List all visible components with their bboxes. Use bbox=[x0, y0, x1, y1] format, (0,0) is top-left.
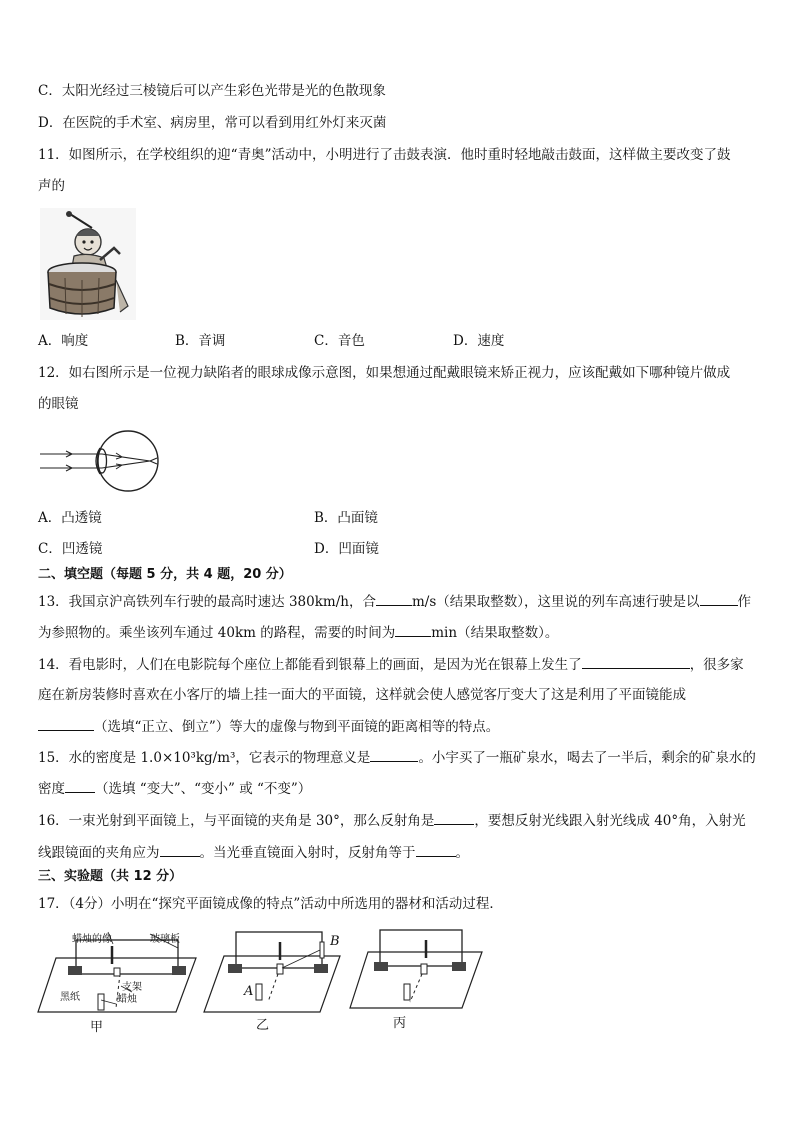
caption-yi: 乙 bbox=[256, 1018, 270, 1033]
drummer-figure bbox=[40, 208, 136, 320]
q13-text-1: 13．我国京沪高铁列车行驶的最高时速达 380km/h，合 bbox=[38, 594, 376, 610]
q17-stem: 17．（4分）小明在“探究平面镜成像的特点”活动中所选用的器材和活动过程． bbox=[38, 896, 503, 912]
q12-stem-line2: 的眼镜 bbox=[38, 396, 79, 412]
q11-option-a: A．响度 bbox=[38, 333, 89, 349]
q15-text-2: 。小宇买了一瓶矿泉水，喝去了一半后，剩余的矿泉水的 bbox=[418, 750, 756, 766]
q13-blank-3[interactable] bbox=[395, 622, 431, 637]
caption-jia: 甲 bbox=[90, 1020, 104, 1035]
q15-blank-2[interactable] bbox=[65, 778, 95, 793]
q13-line2 bbox=[38, 622, 558, 643]
q16-text-3: 线跟镜面的夹角应为 bbox=[38, 845, 160, 861]
q16-line2 bbox=[38, 842, 469, 863]
label-black-paper: 黑纸 bbox=[60, 992, 80, 1003]
q14-text-1: 14．看电影时，人们在电影院每个座位上都能看到银幕上的画面，是因为光在银幕上发生了 bbox=[38, 657, 582, 673]
q14-blank-1[interactable] bbox=[582, 654, 690, 669]
label-b: B bbox=[330, 934, 340, 949]
q15-line2 bbox=[38, 778, 311, 799]
label-a: A bbox=[244, 984, 254, 999]
q13-text-4: 为参照物的。乘坐该列车通过 40km 的路程，需要的时间为 bbox=[38, 625, 396, 641]
label-glass-plate: 玻璃板 bbox=[150, 934, 180, 945]
eye-diagram bbox=[38, 428, 162, 494]
caption-bing: 丙 bbox=[393, 1016, 407, 1031]
q12-option-c: C．凹透镜 bbox=[38, 541, 103, 557]
q13-text-3: 作 bbox=[737, 594, 751, 610]
q14-line2: 庭在新房装修时喜欢在小客厅的墙上挂一面大的平面镜，这样就会使人感觉客厅变大了这是利用了平面镜能成 bbox=[38, 687, 686, 703]
section-2-heading: 二、填空题（每题 5 分，共 4 题，20 分） bbox=[38, 567, 292, 582]
q16-text-4: 。当光垂直镜面入射时，反射角等于 bbox=[199, 845, 416, 861]
q16-blank-3[interactable] bbox=[416, 842, 456, 857]
figure-yi bbox=[202, 928, 342, 1020]
q12-option-b: B．凸面镜 bbox=[314, 510, 378, 526]
q11-option-d: D．速度 bbox=[453, 333, 505, 349]
q15-text-4: （选填 “变大”、“变小” 或 “不变”） bbox=[95, 781, 312, 797]
q15-text-3: 密度 bbox=[38, 781, 65, 797]
q15-text-1: 15．水的密度是 1.0×10³kg/m³，它表示的物理意义是 bbox=[38, 750, 371, 766]
q13-blank-1[interactable] bbox=[376, 591, 412, 606]
q14-blank-2[interactable] bbox=[38, 716, 94, 731]
q16-line1 bbox=[38, 810, 746, 831]
q16-text-5: 。 bbox=[455, 845, 469, 861]
q13-line1 bbox=[38, 591, 751, 612]
q16-blank-2[interactable] bbox=[160, 842, 200, 857]
q11-option-b: B．音调 bbox=[175, 333, 226, 349]
q11-stem-line2: 声的 bbox=[38, 178, 65, 194]
label-stand: 支架 bbox=[122, 982, 142, 993]
q10-option-d: D．在医院的手术室、病房里，常可以看到用红外灯来灭菌 bbox=[38, 115, 387, 131]
q14-line3 bbox=[38, 716, 499, 737]
q11-stem-line1: 11．如图所示，在学校组织的迎“青奥”活动中，小明进行了击鼓表演．他时重时轻地敲击鼓面，这样做主要改变了鼓 bbox=[38, 147, 731, 163]
q13-text-2: m/s（结果取整数），这里说的列车高速行驶是以 bbox=[411, 594, 700, 610]
section-3-heading: 三、实验题（共 12 分） bbox=[38, 869, 183, 884]
q13-text-5: min（结果取整数）。 bbox=[431, 625, 559, 641]
q15-blank-1[interactable] bbox=[370, 747, 418, 762]
q16-text-2: ，要想反射光线跟入射光线成 40°角，入射光 bbox=[474, 813, 746, 829]
label-candle-image: 蜡烛的像 bbox=[72, 934, 112, 945]
q10-option-c: C．太阳光经过三棱镜后可以产生彩色光带是光的色散现象 bbox=[38, 83, 386, 99]
q12-option-d: D．凹面镜 bbox=[314, 541, 379, 557]
q11-option-c: C．音色 bbox=[314, 333, 365, 349]
q13-blank-2[interactable] bbox=[700, 591, 738, 606]
q12-stem-line1: 12．如右图所示是一位视力缺陷者的眼球成像示意图，如果想通过配戴眼镜来矫正视力，应该配戴如下哪种镜片做成 bbox=[38, 365, 731, 381]
q14-text-2: ，很多家 bbox=[689, 657, 744, 673]
q14-text-3: （选填“正立、倒立”）等大的虚像与物到平面镜的距离相等的特点。 bbox=[94, 719, 500, 735]
label-candle: 蜡烛 bbox=[117, 994, 137, 1005]
q16-blank-1[interactable] bbox=[434, 810, 474, 825]
q16-text-1: 16．一束光射到平面镜上，与平面镜的夹角是 30°，那么反射角是 bbox=[38, 813, 435, 829]
q12-option-a: A．凸透镜 bbox=[38, 510, 102, 526]
figure-bing bbox=[348, 926, 484, 1016]
q14-line1 bbox=[38, 654, 744, 675]
q15-line1 bbox=[38, 747, 756, 768]
